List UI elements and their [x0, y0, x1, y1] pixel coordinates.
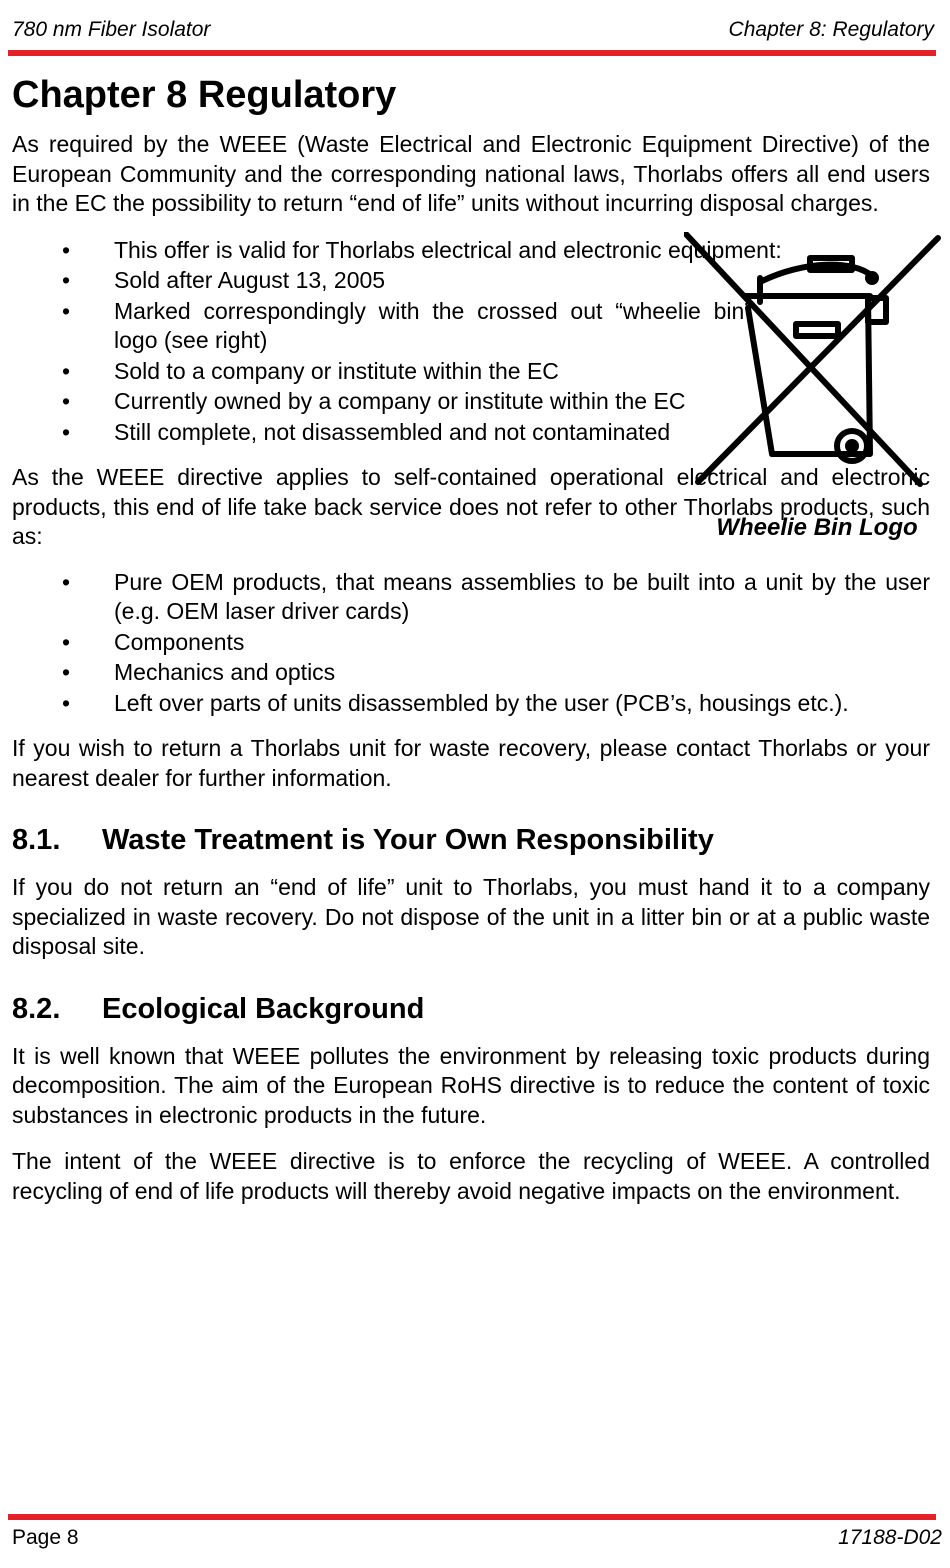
- list-item: • Components: [62, 628, 245, 655]
- list-item: • Sold after August 13, 2005: [62, 267, 386, 293]
- page-number: Page 8: [12, 1526, 79, 1549]
- section-8-1-paragraph: If you do not return an “end of life” unit to Thorlabs, you must hand it to a company specialized in waste recovery. Do not dispose of the unit in a litter bin or at a public waste disposal site.: [12, 874, 930, 959]
- page-content: [12, 72, 930, 1223]
- list-item: • This offer is valid for Thorlabs electrical and electronic equipment:: [62, 236, 782, 263]
- exclusion-list: [12, 568, 930, 719]
- list-item: • Mechanics and optics: [62, 659, 336, 685]
- section-heading-8-2: [12, 992, 930, 1026]
- list-item: • Currently owned by a company or institute within the EC: [62, 388, 686, 414]
- return-paragraph: If you wish to return a Thorlabs unit for waste recovery, please contact Thorlabs or your nearest dealer for further information.: [12, 735, 930, 791]
- footer-rule: [8, 1514, 936, 1520]
- scope-paragraph: As the WEEE directive applies to self-contained operational electrical and electronic products, this end of life take back service does not refer to other Thorlabs products, such as:: [12, 464, 930, 549]
- header-rule: [8, 50, 936, 56]
- list-item: • Left over parts of units disassembled by the user (PCB’s, housings etc.).: [62, 689, 849, 716]
- list-item: • Sold to a company or institute within the EC: [62, 357, 559, 384]
- intro-paragraph: As required by the WEEE (Waste Electrical and Electronic Equipment Directive) of the European Community and the corresponding national laws, Thorlabs offers all end users in the EC the possibility to return “end of life” units without incurring disposal charges.: [12, 131, 930, 216]
- offer-list: [12, 236, 930, 448]
- chapter-title: Chapter 8 Regulatory: [12, 74, 397, 116]
- header-chapter-title: Chapter 8: Regulatory: [728, 18, 934, 41]
- header-document-title: 780 nm Fiber Isolator: [12, 18, 211, 41]
- list-item: • Pure OEM products, that means assemblies to be built into a unit by the user (e.g. OEM laser driver cards): [62, 568, 930, 624]
- list-item: • Still complete, not disassembled and not contaminated: [62, 418, 671, 445]
- section-title: Waste Treatment is Your Own Responsibility: [102, 824, 714, 856]
- figure-caption: Wheelie Bin Logo: [716, 514, 918, 541]
- section-number: 8.2.: [12, 992, 61, 1025]
- section-heading-8-1: [12, 823, 930, 857]
- page-header: [12, 18, 934, 46]
- section-8-2-paragraph: It is well known that WEEE pollutes the environment by releasing toxic products during decomposition. The aim of the European RoHS directive is to reduce the content of toxic substances in electronic products in the future.: [12, 1042, 930, 1128]
- section-8-2-paragraph: The intent of the WEEE directive is to enforce the recycling of WEEE. A controlled recycling of end of life products will thereby avoid negative impacts on the environment.: [12, 1148, 930, 1204]
- document-number: 17188-D02: [838, 1526, 942, 1549]
- section-title: Ecological Background: [102, 992, 425, 1025]
- section-number: 8.1.: [12, 824, 61, 856]
- list-item: • Marked correspondingly with the crossed out “wheelie bin” logo (see right): [62, 297, 752, 353]
